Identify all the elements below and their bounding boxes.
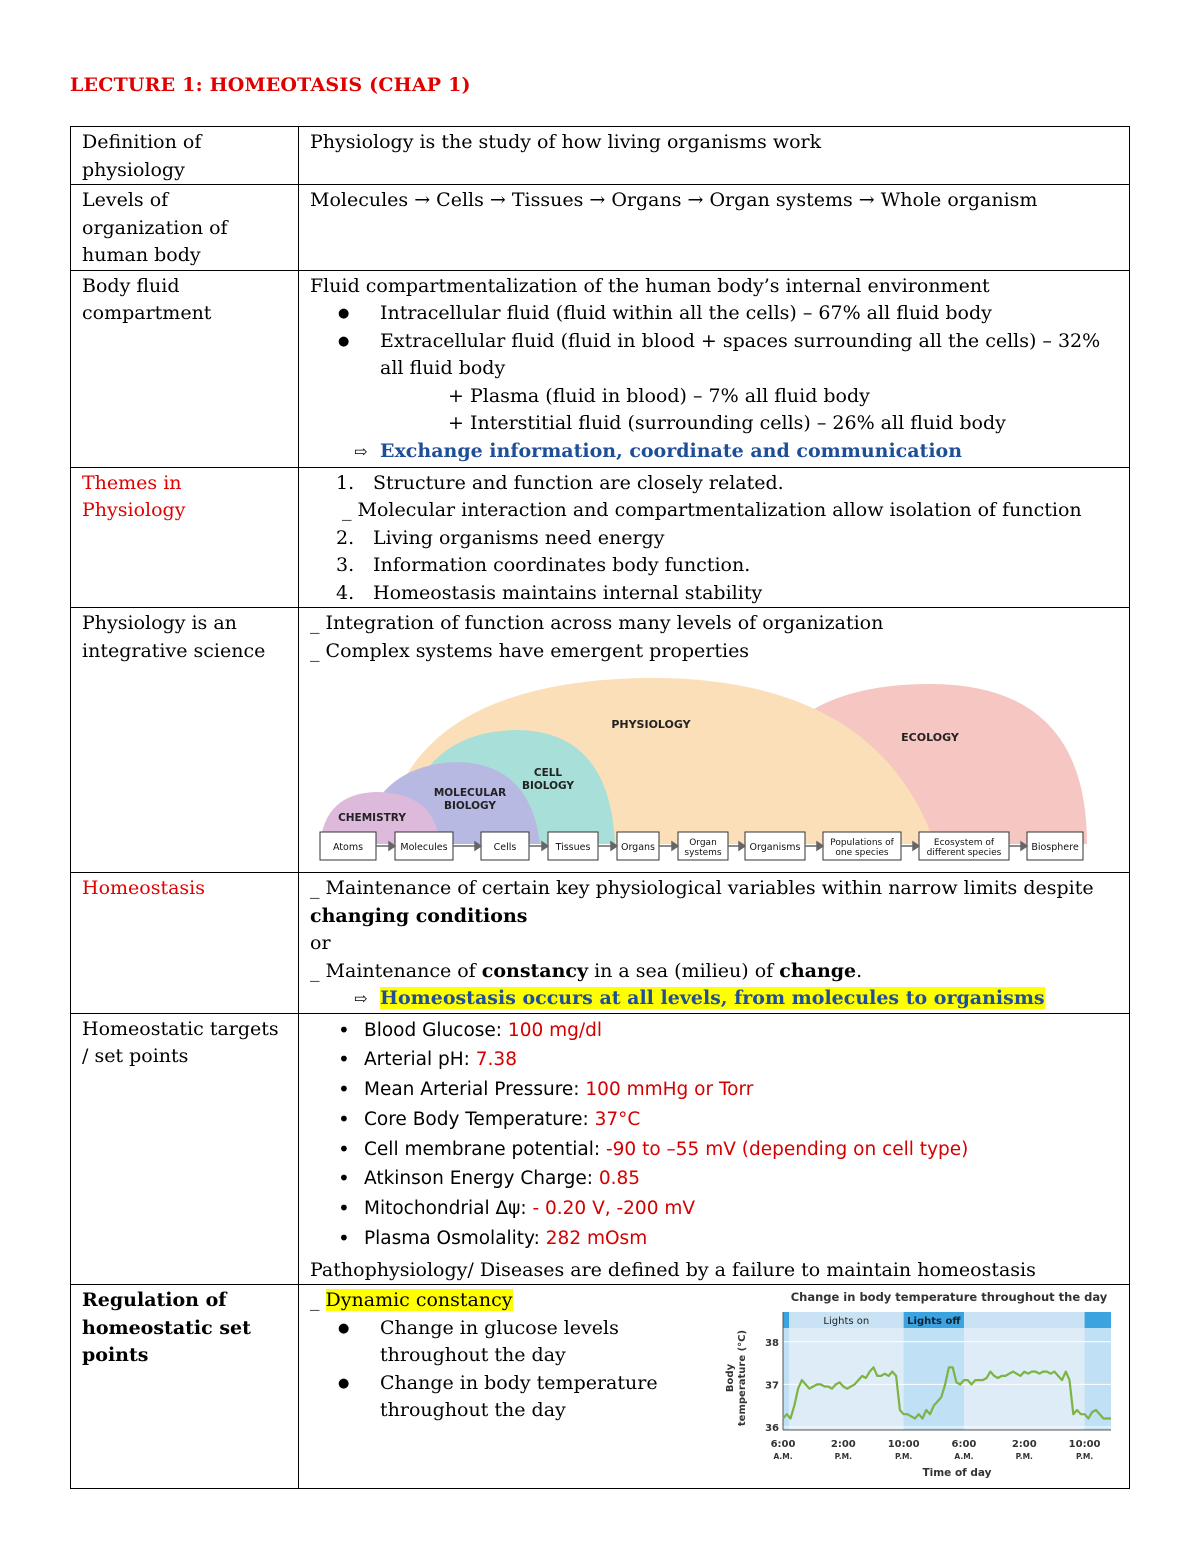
item-number: 4. xyxy=(336,581,355,604)
arrow-text: Exchange information, coordinate and communication xyxy=(380,439,963,462)
target-value: 100 mmHg or Torr xyxy=(585,1079,754,1101)
arrow-icon: ⇨ xyxy=(354,989,368,1008)
target-value: 100 mg/dl xyxy=(507,1019,602,1041)
row-homeostasis xyxy=(71,873,1130,1014)
target-item xyxy=(310,1045,1119,1075)
arrow-line xyxy=(310,985,1119,1013)
row-content xyxy=(299,873,1130,1014)
box-ecosystem-label: Ecosystem of different species xyxy=(926,838,1002,858)
target-name: Mitochondrial Δψ: xyxy=(364,1198,533,1220)
band-header-dark xyxy=(1085,1312,1111,1328)
arrow-line xyxy=(310,438,1119,466)
list-item xyxy=(303,580,1119,608)
row-content xyxy=(299,467,1130,608)
integrative-line: _ Complex systems have emergent properties xyxy=(310,639,750,662)
item-text: Structure and function are closely related. xyxy=(373,471,784,494)
row-content xyxy=(299,1285,1130,1489)
x-tick-label: 6:00 xyxy=(951,1439,977,1451)
arrow-text: Homeostasis occurs at all levels, from molecules to organisms xyxy=(380,987,1045,1009)
row-regulation xyxy=(71,1285,1130,1489)
target-value: -90 to –55 mV (depending on cell type) xyxy=(605,1138,969,1160)
target-value: 282 mOsm xyxy=(545,1228,648,1250)
homeostasis-or: or xyxy=(310,932,331,954)
list-subitem: _ Molecular interaction and compartmentalization allow isolation of function xyxy=(342,499,1082,521)
target-value: 37°C xyxy=(594,1108,641,1130)
fluid-intro: Fluid compartmentalization of the human body’s internal environment xyxy=(310,274,990,297)
x-tick-label: 10:00 xyxy=(1068,1439,1101,1451)
box-molecules-label: Molecules xyxy=(400,842,448,853)
row-content: Physiology is the study of how living organisms work xyxy=(299,127,1130,185)
box-biosphere-label: Biosphere xyxy=(1031,842,1079,853)
ecology-label: ECOLOGY xyxy=(901,731,959,744)
target-item xyxy=(310,1224,1119,1254)
cell-biology-label: CELL BIOLOGY xyxy=(521,767,575,792)
row-label: Homeostasis xyxy=(71,873,299,1014)
target-value: - 0.20 V, -200 mV xyxy=(532,1198,696,1220)
band-header-dark xyxy=(783,1312,789,1328)
target-name: Core Body Temperature: xyxy=(364,1108,595,1130)
y-axis-label: Bodytemperature (°C) xyxy=(725,1330,748,1427)
x-tick-ampm: A.M. xyxy=(773,1452,793,1462)
x-axis-label: Time of day xyxy=(922,1467,992,1480)
arrow-icon: ⇨ xyxy=(354,441,368,461)
list-item: ● Change in body temperature throughout the day xyxy=(310,1370,680,1425)
sub-item: + Interstitial fluid (surrounding cells) – 26% all fluid body xyxy=(448,412,1006,434)
integrative-line: _ Integration of function across many levels of organization xyxy=(310,612,884,634)
chart-title: Change in body temperature throughout the day xyxy=(790,1290,1108,1305)
document-title: LECTURE 1: HOMEOTASIS (CHAP 1) xyxy=(70,74,471,96)
y-tick-label: 38 xyxy=(765,1338,779,1350)
homeostasis-definition-1: _ Maintenance of certain key physiological variables within narrow limits despite changing conditions xyxy=(310,877,1094,927)
x-tick-ampm: P.M. xyxy=(834,1452,852,1462)
x-tick-ampm: A.M. xyxy=(954,1452,974,1462)
target-item xyxy=(310,1164,1119,1194)
box-organisms-label: Organisms xyxy=(749,842,801,853)
box-organ-systems-label: Organ systems xyxy=(684,838,722,858)
target-name: Mean Arterial Pressure: xyxy=(364,1079,586,1101)
target-value: 0.85 xyxy=(598,1168,641,1190)
target-name: Blood Glucose: xyxy=(364,1019,508,1041)
lights-off-label: Lights off xyxy=(907,1316,961,1328)
target-item xyxy=(310,1105,1119,1135)
list-item xyxy=(303,552,1119,580)
temperature-chart xyxy=(719,1287,1119,1485)
x-tick-ampm: P.M. xyxy=(1075,1452,1094,1462)
targets-list xyxy=(310,1016,1119,1254)
row-levels xyxy=(71,185,1130,271)
x-tick-label: 2:00 xyxy=(830,1439,856,1451)
row-label: Physiology is an integrative science xyxy=(71,608,299,873)
row-content: Molecules → Cells → Tissues → Organs → Organ systems → Whole organism xyxy=(299,185,1130,271)
box-atoms-label: Atoms xyxy=(332,842,364,853)
list-item: ● Change in glucose levels throughout the day xyxy=(310,1315,680,1370)
level-boxes xyxy=(320,832,1083,860)
target-name: Plasma Osmolality: xyxy=(364,1228,546,1250)
row-content xyxy=(299,1013,1130,1285)
list-item xyxy=(303,470,1119,498)
row-label: Definition of physiology xyxy=(71,127,299,185)
row-label: Levels of organization of human body xyxy=(71,185,299,271)
x-tick-label: 2:00 xyxy=(1011,1439,1037,1451)
row-integrative xyxy=(71,608,1130,873)
row-label: Themes in Physiology xyxy=(71,467,299,608)
row-content xyxy=(299,270,1130,467)
item-text: Homeostasis maintains internal stability xyxy=(373,581,763,604)
box-populations-label: Populations of one species xyxy=(830,838,894,858)
sub-item: + Plasma (fluid in blood) – 7% all fluid body xyxy=(448,384,870,407)
dark-band xyxy=(904,1312,964,1430)
y-tick-label: 37 xyxy=(765,1380,779,1392)
item-number: 2. xyxy=(336,526,355,549)
row-body-fluid xyxy=(71,270,1130,467)
targets-footer: Pathophysiology/ Diseases are defined by a failure to maintain homeostasis xyxy=(310,1258,1036,1281)
x-tick-label: 10:00 xyxy=(887,1439,920,1451)
dark-band xyxy=(783,1312,789,1430)
target-item xyxy=(310,1075,1119,1105)
row-definition xyxy=(71,127,1130,185)
row-content xyxy=(299,608,1130,873)
row-label: Regulation of homeostatic set points xyxy=(71,1285,299,1489)
regulation-heading: _ Dynamic constancy xyxy=(310,1289,513,1312)
box-organs-label: Organs xyxy=(620,842,656,853)
target-value: 7.38 xyxy=(475,1049,517,1071)
target-item xyxy=(310,1016,1119,1046)
list-item: ● Extracellular fluid (fluid in blood + spaces surrounding all the cells) – 32% all fluid body xyxy=(310,328,1119,383)
x-tick-ampm: P.M. xyxy=(1015,1452,1033,1462)
target-name: Cell membrane potential: xyxy=(364,1138,606,1160)
row-label: Body fluid compartment xyxy=(71,270,299,467)
molecular-biology-label: MOLECULAR BIOLOGY xyxy=(433,787,507,812)
homeostasis-definition-2: _ Maintenance of constancy in a sea (milieu) of change. xyxy=(310,959,863,982)
y-tick-label: 36 xyxy=(765,1423,779,1435)
row-label: Homeostatic targets / set points xyxy=(71,1013,299,1285)
box-cells-label: Cells xyxy=(493,842,517,853)
target-item xyxy=(310,1194,1119,1224)
lights-on-label: Lights on xyxy=(823,1316,870,1328)
notes-table xyxy=(70,126,1130,1489)
item-number: 3. xyxy=(336,554,355,576)
list-item xyxy=(303,525,1119,553)
x-tick-ampm: P.M. xyxy=(894,1452,913,1462)
item-number: 1. xyxy=(336,471,355,494)
target-item xyxy=(310,1135,1119,1165)
box-tissues-label: Tissues xyxy=(555,842,591,853)
row-themes xyxy=(71,467,1130,608)
row-targets xyxy=(71,1013,1130,1285)
levels-of-organization-diagram xyxy=(315,674,1087,868)
chemistry-label: CHEMISTRY xyxy=(338,812,406,824)
item-text: Information coordinates body function. xyxy=(373,554,751,576)
target-name: Arterial pH: xyxy=(364,1049,476,1071)
list-item: ● Intracellular fluid (fluid within all the cells) – 67% all fluid body xyxy=(310,300,1119,328)
physiology-label: PHYSIOLOGY xyxy=(611,718,691,731)
item-text: Living organisms need energy xyxy=(373,526,665,549)
x-tick-label: 6:00 xyxy=(770,1439,796,1451)
target-name: Atkinson Energy Charge: xyxy=(364,1168,599,1190)
